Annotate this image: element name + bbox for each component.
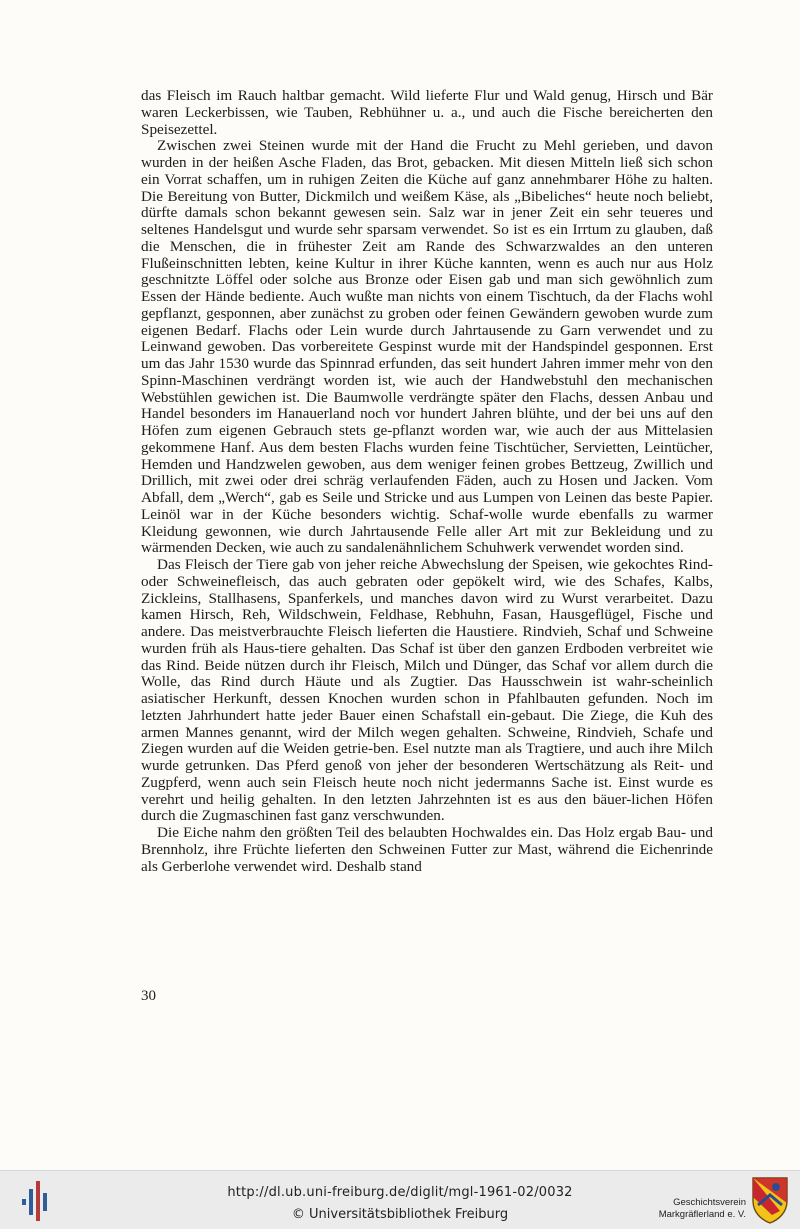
coat-of-arms-icon[interactable] [750,1175,790,1225]
paragraph: das Fleisch im Rauch haltbar gemacht. Wild lieferte Flur und Wald genug, Hirsch und Bär waren Leckerbissen, wie Tauben, Rebhühner u. a., und auch die Fische bereicherten den Speisezettel. [141,87,713,138]
paragraph: Die Eiche nahm den größten Teil des belaubten Hochwaldes ein. Das Holz ergab Bau- und Brennholz, ihre Früchte lieferten den Schweinen Futter zur Mast, während die Eichenrinde als Gerberlohe verwendet wird. Deshalb stand [141,824,713,875]
body-text [141,88,713,875]
copyright-notice: © Universitätsbibliothek Freiburg [291,1207,509,1222]
document-url-link[interactable]: http://dl.ub.uni-freiburg.de/diglit/mgl-1961-02/0032 [227,1185,573,1200]
publisher-name-line: Geschichtsverein [673,1197,746,1208]
publisher-name [616,1197,746,1221]
paragraph: Zwischen zwei Steinen wurde mit der Hand die Frucht zu Mehl gerieben, und davon wurden in der heißen Asche Fladen, das Brot, gebacken. Mit diesen Mitteln ließ sich schon ein Vorrat schaffen, um in ruhigen Zeiten die Küche auf ganz annehmbarer Höhe zu halten. Die Bereitung von Butter, Dickmilch und weißem Käse, als „Bibeliches“ heute noch beliebt, dürfte damals schon bekannt gewesen sein. Salz war in jener Zeit ein sehr teueres und seltenes Handelsgut und wurde sehr sparsam verwendet. So ist es ein Irrtum zu glauben, daß die Menschen, die in frühester Zeit am Rande des Schwarzwaldes an den unteren Flußeinschnitten lebten, keine Kultur in ihrer Küche kannten, wenn es auch nur aus Holz geschnitzte Löffel oder solche aus Bronze oder Eisen gab und man sich gewöhnlich zum Essen der Hände bediente. Auch wußte man nichts von einem Tischtuch, da der Flachs wohl gepflanzt, gesponnen, aber zunächst zu groben oder feinen Gewändern gewoben wurde zum eigenen Bedarf. Flachs oder Lein wurde durch Jahrtausende zu Garn verwendet und zu Leinwand gewoben. Das vorbereitete Gespinst wurde mit der Handspindel gesponnen. Erst um das Jahr 1530 wurde das Spinnrad erfunden, das seit hundert Jahren immer mehr von den Spinn-Maschinen verdrängt worden ist, wie auch der Handwebstuhl den mechanischen Webstühlen gewichen ist. Die Baumwolle verdrängte später den Flachs, dessen Anbau und Handel besonders im Hanauerland noch vor hundert Jahren blühte, und der bei uns auf den Höfen zum eigenen Gebrauch stets ge-pflanzt worden war, wie auch der aus Mittelasien gekommene Hanf. Aus dem besten Flachs wurden feine Tischtücher, Servietten, Leintücher, Hemden und Handzwelen gewoben, aus dem weniger feinen grobes Bettzeug, Zwillich und Drillich, mit zwei oder drei schräg verlaufenden Fäden, auch zu Hosen und Jacken. Vom Abfall, dem „Werch“, gab es Seile und Stricke und aus Lumpen von Leinen das beste Papier. Leinöl war in der Küche besonders wichtig. Schaf-wolle wurde ebenfalls zu warmer Kleidung gewonnen, wie durch Jahrtausende Felle aller Art mit zur Bekleidung und zu wärmenden Decken, wie auch zu sandalenähnlichem Schuhwerk verwendet worden sind. [141,137,713,557]
viewer-footer [0,1170,800,1229]
paragraph: Das Fleisch der Tiere gab von jeher reiche Abwechslung der Speisen, wie gekochtes Rind- oder Schweinefleisch, das auch gebraten oder gepökelt wird, wie des Schafes, Kalbs, Zickleins, Stallhasens, Spanferkels, und manches davon wird zu Wurst verarbeitet. Dazu kamen Hirsch, Reh, Wildschwein, Feldhase, Rebhuhn, Fasan, Hausgeflügel, Fische und andere. Das meistverbrauchte Fleisch lieferten die Haustiere. Rindvieh, Schaf und Schweine wurden früh als Haus-tiere gehalten. Das Schaf ist über den ganzen Erdboden verbreitet wie das Rind. Beide nützen durch ihr Fleisch, Milch und Dünger, das Schaf vor allem durch die Wolle, das Rind durch Häute und als Zugtier. Das Hausschwein ist wahr-scheinlich asiatischer Herkunft, dessen Knochen wurden schon in Pfahlbauten gefunden. Noch im letzten Jahrhundert hatte jeder Bauer einen Schafstall ein-gebaut. Die Ziege, die Kuh des armen Mannes genannt, wird der Milch wegen gehalten. Schweine, Rindvieh, Schafe und Ziegen wurden auf die Weiden getrie-ben. Esel nutzte man als Tragtiere, und auch ihre Milch wurde getrunken. Das Pferd genoß von jeher der besonderen Wertschätzung als Reit- und Zugpferd, wenn auch sein Fleisch heute noch nicht jedermanns Sache ist. Einst wurde es verehrt und heilig gehalten. In den letzten Jahrzehnten ist es aus den bäuer-lichen Höfen durch die Zugmaschinen fast ganz verschwunden. [141,556,713,825]
page-number: 30 [141,988,156,1004]
publisher-name-line: Markgräflerland e. V. [658,1209,746,1220]
